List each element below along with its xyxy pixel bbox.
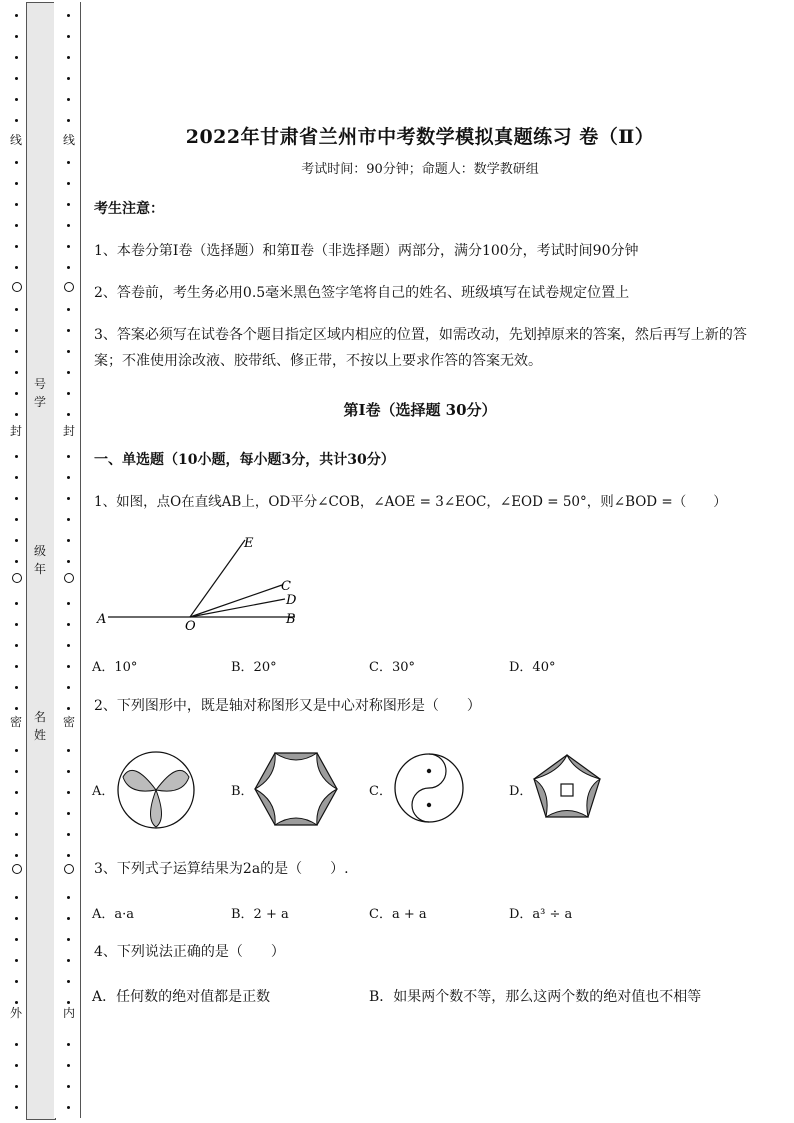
binding-dot [15, 224, 18, 227]
binding-dot [15, 812, 18, 815]
question-2-option-a[interactable]: A． [92, 784, 115, 799]
binding-dot [15, 896, 18, 899]
binding-hole-ring [64, 282, 74, 292]
side-char-mi-inner: 密 [62, 715, 75, 729]
binding-dot [67, 455, 70, 458]
binding-dot [67, 1001, 70, 1004]
question-1-option-a[interactable]: A．10° [92, 660, 138, 675]
binding-dot [15, 98, 18, 101]
notice-heading: 考生注意： [94, 201, 164, 217]
binding-dot [15, 14, 18, 17]
field-label-char: 级 [33, 544, 46, 558]
binding-dot [15, 749, 18, 752]
binding-dot [67, 56, 70, 59]
notice-item-3: 3、答案必须写在试卷各个题目指定区域内相应的位置，如需改动，先划掉原来的答案，然后再写上新的答案；不准使用涂改液、胶带纸、修正带，不按以上要求作答的答案无效。 [94, 327, 747, 369]
question-4-option-b[interactable]: B．如果两个数不等，那么这两个数的绝对值也不相等 [369, 989, 702, 1005]
binding-dot [15, 35, 18, 38]
binding-dot [15, 371, 18, 374]
binding-dot [15, 833, 18, 836]
side-char-feng-outer: 封 [9, 424, 22, 438]
binding-dot [15, 1064, 18, 1067]
label-a: A [97, 612, 107, 627]
binding-dot [67, 35, 70, 38]
field-label-char: 号 [33, 377, 46, 391]
binding-dot [67, 266, 70, 269]
binding-dot [67, 1085, 70, 1088]
binding-dot [15, 476, 18, 479]
binding-hole-ring [64, 864, 74, 874]
ray-oe [190, 540, 245, 617]
binding-hole-ring [12, 864, 22, 874]
binding-dot [67, 203, 70, 206]
binding-dot [67, 749, 70, 752]
binding-dot [67, 371, 70, 374]
binding-dot [15, 497, 18, 500]
binding-dot [67, 77, 70, 80]
binding-dot [67, 350, 70, 353]
binding-dot [67, 665, 70, 668]
binding-hole-ring [64, 573, 74, 583]
binding-dot [15, 1043, 18, 1046]
binding-dot [67, 770, 70, 773]
binding-dot [67, 308, 70, 311]
section-title: 第Ⅰ卷（选择题 30分） [343, 401, 497, 419]
ray-od [190, 599, 285, 617]
binding-dot [67, 560, 70, 563]
binding-dot [15, 938, 18, 941]
binding-dot [15, 770, 18, 773]
binding-dot [67, 329, 70, 332]
question-1-option-d[interactable]: D．40° [509, 660, 556, 675]
three-petal-circle-figure [115, 749, 197, 831]
binding-dot [67, 518, 70, 521]
binding-dot [15, 980, 18, 983]
binding-hole-ring [12, 282, 22, 292]
binding-dot [15, 413, 18, 416]
question-3-option-d[interactable]: D．a³ ÷ a [509, 907, 573, 922]
binding-dot [67, 224, 70, 227]
binding-dot [67, 413, 70, 416]
binding-dot [15, 1085, 18, 1088]
exam-title: 2022年甘肃省兰州市中考数学模拟真题练习 卷（Ⅱ） [185, 126, 655, 148]
question-2-option-c[interactable]: C． [369, 784, 392, 799]
name-field-label [33, 708, 47, 744]
binding-dot [67, 644, 70, 647]
binding-dot [67, 854, 70, 857]
binding-dot [15, 329, 18, 332]
pentagon-square-figure [531, 752, 603, 820]
side-char-xian-outer: 线 [9, 133, 22, 147]
binding-dot [67, 14, 70, 17]
binding-dot [67, 1064, 70, 1067]
angle-figure [90, 528, 320, 633]
question-3-option-c[interactable]: C．a + a [369, 907, 427, 922]
binding-dot [15, 623, 18, 626]
binding-dot [15, 266, 18, 269]
label-o: O [185, 619, 196, 633]
binding-dot [67, 959, 70, 962]
binding-dot [67, 98, 70, 101]
binding-dot [67, 476, 70, 479]
binding-dot [67, 602, 70, 605]
binding-dot [67, 896, 70, 899]
student-number-field-label [33, 375, 47, 411]
label-d: D [286, 593, 297, 608]
binding-dot [15, 791, 18, 794]
binding-dot [15, 308, 18, 311]
binding-dot [15, 539, 18, 542]
binding-dot [67, 917, 70, 920]
question-3-option-a[interactable]: A．a·a [92, 907, 135, 922]
binding-dot [67, 1043, 70, 1046]
binding-dot [67, 1106, 70, 1109]
binding-dot [67, 245, 70, 248]
side-char-wai-outer: 外 [9, 1006, 22, 1020]
question-1-stem: 1、如图，点O在直线AB上，OD平分∠COB，∠AOE = 3∠EOC，∠EOD = 50°，则∠BOD =（ ） [94, 494, 727, 510]
binding-dot [15, 77, 18, 80]
binding-dot [67, 707, 70, 710]
field-label-char: 年 [33, 562, 46, 576]
hexagon-star-figure [253, 749, 339, 829]
binding-dot [15, 182, 18, 185]
label-c: C [281, 579, 291, 594]
question-2-option-b[interactable]: B． [231, 784, 254, 799]
side-char-mi-outer: 密 [9, 715, 22, 729]
binding-dot [15, 644, 18, 647]
ray-oc [190, 585, 282, 617]
question-3-option-b[interactable]: B．2 + a [231, 907, 289, 922]
binding-dot [15, 203, 18, 206]
binding-dot [67, 539, 70, 542]
binding-dot [67, 938, 70, 941]
binding-dot [67, 497, 70, 500]
exam-subtitle: 考试时间：90分钟；命题人：数学教研组 [301, 162, 539, 177]
binding-dot [67, 686, 70, 689]
binding-dot [15, 560, 18, 563]
side-char-xian-inner: 线 [62, 133, 75, 147]
binding-dot [67, 392, 70, 395]
field-label-char: 名 [33, 710, 46, 724]
binding-dot [15, 854, 18, 857]
question-1-option-b[interactable]: B．20° [231, 660, 277, 675]
binding-dot [15, 119, 18, 122]
binding-dot [67, 119, 70, 122]
question-4-stem: 4、下列说法正确的是（ ） [94, 944, 285, 960]
binding-dot [15, 245, 18, 248]
binding-dot [67, 182, 70, 185]
binding-dot [15, 161, 18, 164]
binding-dot [15, 56, 18, 59]
binding-dot [15, 602, 18, 605]
binding-dot [67, 623, 70, 626]
binding-dot [15, 1001, 18, 1004]
notice-item-2: 2、答卷前，考生务必用0.5毫米黑色签字笔将自己的姓名、班级填写在试卷规定位置上 [94, 285, 630, 301]
grade-field-label [33, 542, 47, 578]
question-1-option-c[interactable]: C．30° [369, 660, 415, 675]
label-e: E [244, 536, 254, 551]
binding-dot [67, 161, 70, 164]
question-2-option-d[interactable]: D． [509, 784, 533, 799]
side-char-feng-inner: 封 [62, 424, 75, 438]
binding-dot [15, 665, 18, 668]
field-label-char: 学 [33, 395, 46, 409]
binding-dot [67, 791, 70, 794]
side-char-nei-inner: 内 [62, 1006, 75, 1020]
binding-dot [15, 686, 18, 689]
notice-item-1: 1、本卷分第Ⅰ卷（选择题）和第Ⅱ卷（非选择题）两部分，满分100分，考试时间90分钟 [94, 243, 639, 259]
question-2-stem: 2、下列图形中，既是轴对称图形又是中心对称图形是（ ） [94, 698, 481, 714]
binding-dot [15, 518, 18, 521]
binding-dot [15, 707, 18, 710]
binding-dot [15, 1106, 18, 1109]
label-b: B [286, 612, 296, 627]
question-3-stem: 3、下列式子运算结果为2a的是（ ）. [94, 861, 349, 877]
binding-dot [15, 350, 18, 353]
question-4-option-a[interactable]: A．任何数的绝对值都是正数 [92, 989, 271, 1005]
binding-hole-ring [12, 573, 22, 583]
binding-dot [67, 812, 70, 815]
field-label-char: 姓 [33, 728, 46, 742]
yin-yang-figure [393, 752, 465, 824]
part-heading: 一、单选题（10小题，每小题3分，共计30分） [94, 452, 395, 468]
binding-dot [15, 959, 18, 962]
binding-dot [15, 455, 18, 458]
binding-dot [15, 917, 18, 920]
binding-dot [67, 833, 70, 836]
binding-dot [67, 980, 70, 983]
binding-dot [15, 392, 18, 395]
